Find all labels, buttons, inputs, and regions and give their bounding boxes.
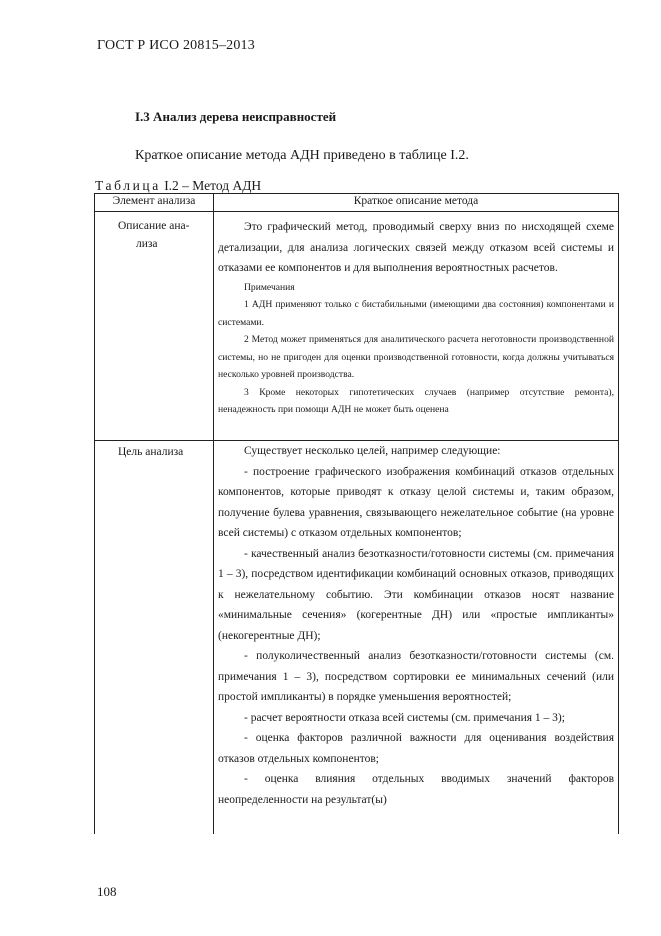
row1-element-line1: Описание ана- — [118, 220, 190, 232]
row2-description-cell — [218, 441, 614, 810]
row1-description-cell — [218, 217, 614, 419]
row2-list-item-4: - расчет вероятности отказа всей системы (см. примечания 1 – 3); — [244, 711, 565, 724]
row2-list-item-3: - полуколичественный анализ безотказности/готовности системы (см. примечания 1 – 3), посредством сортировки ее минимальных сечений (или простой импликанты) в порядке уменьшения вероятностей; — [218, 650, 614, 703]
table-top-border — [94, 193, 619, 194]
row1-note-3: 3 Кроме некоторых гипотетических случаев (например отсутствие ремонта), ненадежность при помощи АДН не может быть оценена — [218, 386, 614, 415]
row1-note-1: 1 АДН применяют только с бистабильными (имеющими два состояния) компонентами и системами. — [218, 299, 614, 328]
table-caption-word: Таблица — [95, 178, 161, 193]
row1-note-2: 2 Метод может применяться для аналитического расчета неготовности производственной системы, но не пригоден для оценки производственной готовности, когда должны учитываться несколько уровней производства. — [218, 334, 614, 380]
table-caption — [95, 178, 261, 194]
row2-list-item-6: - оценка влияния отдельных вводимых значений факторов неопределенности на результат(ы) — [218, 773, 614, 806]
row2-list-item-1: - построение графического изображения комбинаций отказов отдельных компонентов, которые приводят к отказу целой системы и, таким образом, получение булева уравнения, связывающего нежелательное событие (на уровне всей системы) с отказом отдельных компонентов; — [218, 465, 614, 539]
document-header: ГОСТ Р ИСО 20815–2013 — [97, 38, 255, 53]
row1-notes-title: Примечания — [244, 281, 295, 293]
table-caption-number: I.2 – Метод АДН — [160, 178, 262, 193]
page-number: 108 — [97, 884, 117, 899]
row2-element-cell: Цель анализа — [118, 446, 184, 458]
table-right-border — [618, 193, 619, 834]
table-left-border — [94, 193, 95, 834]
table-header-divider — [94, 211, 619, 212]
table-column-divider — [213, 193, 214, 834]
column-header-element: Элемент анализа — [112, 195, 196, 207]
intro-paragraph: Краткое описание метода АДН приведено в таблице I.2. — [135, 148, 469, 163]
row2-list-item-2: - качественный анализ безотказности/готовности системы (см. примечания 1 – 3), посредством идентификации комбинаций основных отказов, приводящих к нежелательному событию. Эти комбинации отказов носят название «минимальные сечения» (когерентные ДН) или «простые импликанты» (некогерентные ДН); — [218, 547, 614, 642]
row2-list-item-5: - оценка факторов различной важности для оценивания воздействия отказов отдельных компонентов; — [218, 732, 614, 765]
row1-element-cell — [118, 217, 208, 253]
row1-main-paragraph: Это графический метод, проводимый сверху вниз по нисходящей схеме детализации, для анализа логических связей между отказом всей системы и отказами ее компонентов и для выполнения вероятностных расчетов. — [218, 221, 614, 274]
column-header-description: Краткое описание метода — [353, 195, 479, 207]
section-title: I.3 Анализ дерева неисправностей — [135, 109, 337, 124]
row2-intro-paragraph: Существует несколько целей, например следующие: — [244, 445, 501, 457]
row1-element-line2: лиза — [136, 238, 158, 250]
